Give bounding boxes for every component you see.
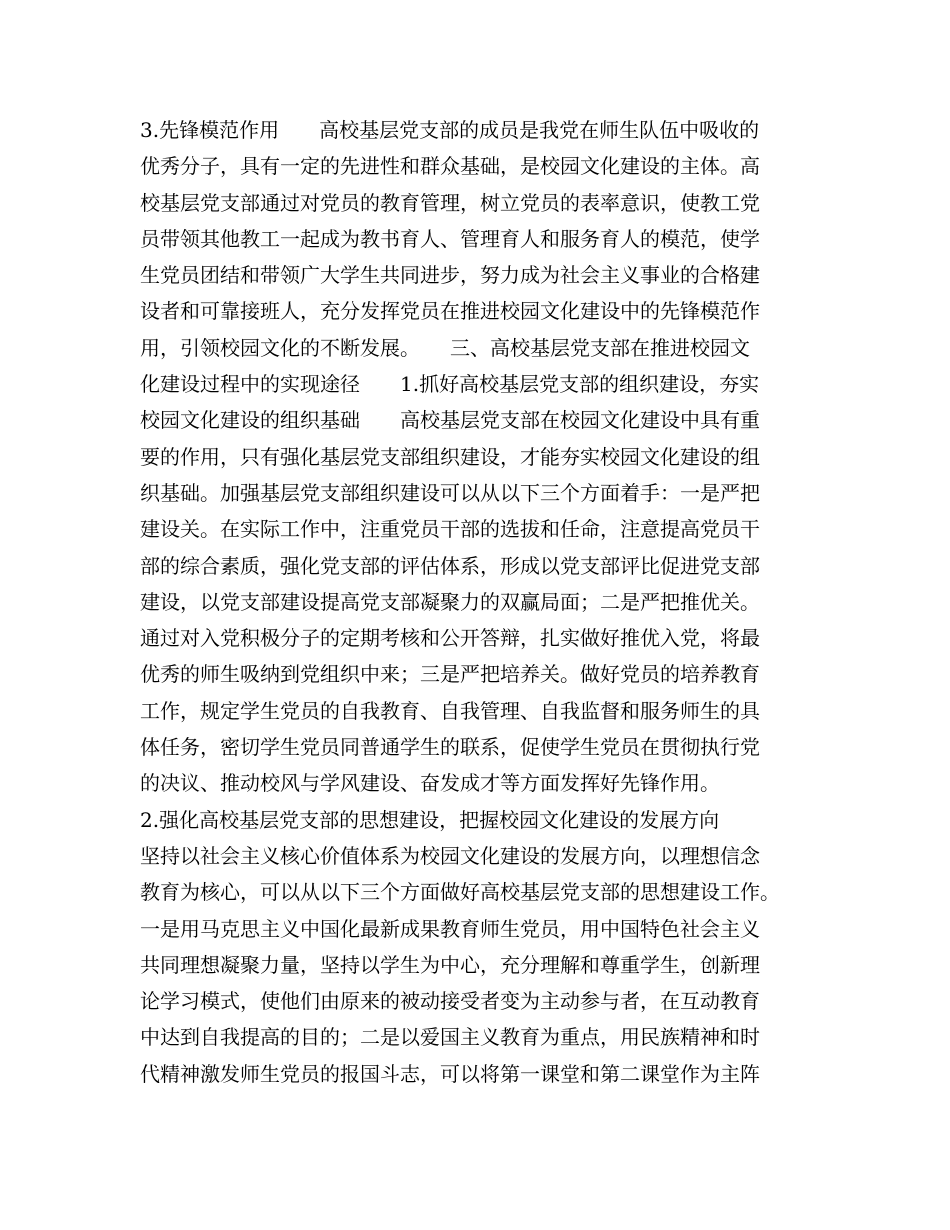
text-line: 用，引领校园文化的不断发展。 三、高校基层党支部在推进校园文 [140, 335, 750, 360]
text-line: 中达到自我提高的目的；二是以爱国主义教育为重点，用民族精神和时 [140, 1025, 760, 1050]
text-line: 优秀分子，具有一定的先进性和群众基础，是校园文化建设的主体。高 [140, 154, 760, 179]
text-line: 要的作用，只有强化基层党支部组织建设，才能夯实校园文化建设的组 [140, 444, 760, 469]
text-line: 教育为核心，可以从以下三个方面做好高校基层党支部的思想建设工作。 [140, 880, 780, 905]
text-line: 代精神激发师生党员的报国斗志，可以将第一课堂和第二课堂作为主阵 [140, 1061, 760, 1086]
text-line: 一是用马克思主义中国化最新成果教育师生党员，用中国特色社会主义 [140, 916, 760, 941]
text-line: 共同理想凝聚力量，坚持以学生为中心，充分理解和尊重学生，创新理 [140, 952, 760, 977]
text-line: 论学习模式，使他们由原来的被动接受者变为主动参与者，在互动教育 [140, 989, 760, 1014]
text-line: 部的综合素质，强化党支部的评估体系，形成以党支部评比促进党支部 [140, 553, 760, 578]
text-line: 化建设过程中的实现途径 1.抓好高校基层党支部的组织建设，夯实 [140, 372, 760, 397]
text-line: 工作，规定学生党员的自我教育、自我管理、自我监督和服务师生的具 [140, 698, 760, 723]
text-line: 校园文化建设的组织基础 高校基层党支部在校园文化建设中具有重 [140, 408, 760, 433]
text-line: 体任务，密切学生党员同普通学生的联系，促使学生党员在贯彻执行党 [140, 735, 760, 760]
text-line: 校基层党支部通过对党员的教育管理，树立党员的表率意识，使教工党 [140, 190, 760, 215]
text-line: 建设，以党支部建设提高党支部凝聚力的双赢局面；二是严把推优关。 [140, 589, 760, 614]
text-line: 织基础。加强基层党支部组织建设可以从以下三个方面着手：一是严把 [140, 480, 760, 505]
text-line: 员带领其他教工一起成为教书育人、管理育人和服务育人的模范，使学 [140, 226, 760, 251]
text-line: 通过对入党积极分子的定期考核和公开答辩，扎实做好推优入党，将最 [140, 626, 760, 651]
text-line: 坚持以社会主义核心价值体系为校园文化建设的发展方向，以理想信念 [140, 843, 760, 868]
text-line: 的决议、推动校风与学风建设、奋发成才等方面发挥好先锋作用。 [140, 771, 720, 796]
text-line: 设者和可靠接班人，充分发挥党员在推进校园文化建设中的先锋模范作 [140, 299, 760, 324]
text-line: 生党员团结和带领广大学生共同进步，努力成为社会主义事业的合格建 [140, 263, 760, 288]
text-line: 优秀的师生吸纳到党组织中来；三是严把培养关。做好党员的培养教育 [140, 662, 760, 687]
body-text [140, 112, 830, 1092]
text-line: 2.强化高校基层党支部的思想建设，把握校园文化建设的发展方向 [140, 807, 720, 832]
text-line: 建设关。在实际工作中，注重党员干部的选拔和任命，注意提高党员干 [140, 517, 760, 542]
text-line: 3.先锋模范作用 高校基层党支部的成员是我党在师生队伍中吸收的 [140, 118, 760, 142]
